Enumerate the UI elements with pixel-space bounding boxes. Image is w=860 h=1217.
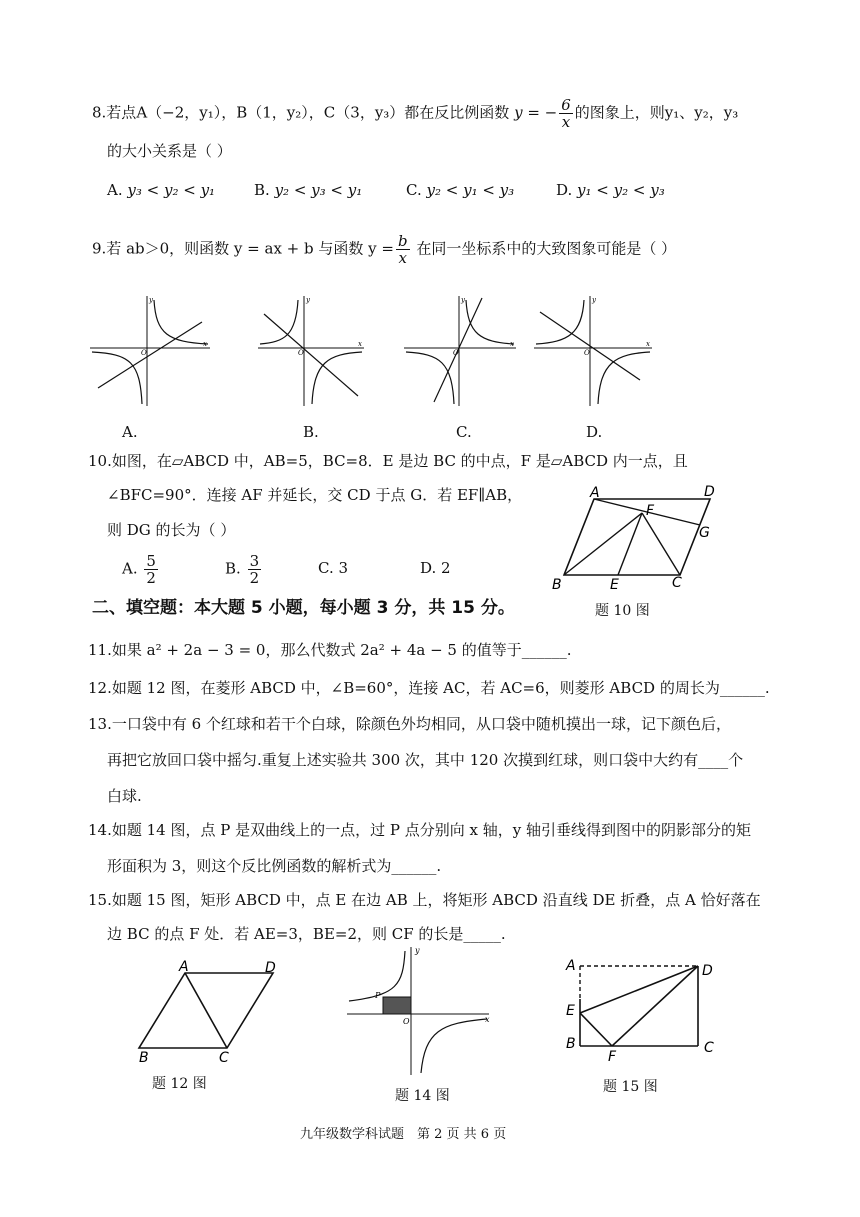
fig14-label-y: y bbox=[415, 946, 420, 955]
fig15-label-b: B bbox=[566, 1036, 576, 1052]
fig12-label-c: C bbox=[219, 1050, 229, 1066]
q9c-origin: O bbox=[453, 349, 459, 357]
q9-line bbox=[92, 233, 676, 266]
fig15-caption: 题 15 图 bbox=[603, 1079, 658, 1095]
fig14-label-x: x bbox=[485, 1015, 490, 1024]
fig10-label-e: E bbox=[610, 577, 619, 593]
fig12-caption: 题 12 图 bbox=[152, 1076, 207, 1092]
q9-label-a: A. bbox=[122, 423, 138, 441]
fig14-label-o: O bbox=[403, 1017, 410, 1026]
q9b-y-label: y bbox=[306, 296, 310, 304]
q11: 11.如果 a² + 2a − 3 = 0，那么代数式 2a² + 4a − 5 的值等于______. bbox=[88, 641, 572, 659]
q8-option-c: C. y₂ < y₁ < y₃ bbox=[406, 181, 515, 199]
q13-line3: 白球. bbox=[107, 787, 142, 805]
q8-option-d: D. y₁ < y₂ < y₃ bbox=[556, 181, 665, 199]
q10-line3: 则 DG 的长为（ ） bbox=[107, 521, 236, 539]
fig15-rectangle bbox=[562, 955, 722, 1065]
fig15-label-c: C bbox=[704, 1040, 714, 1056]
q8-option-a: A. y₃ < y₂ < y₁ bbox=[107, 181, 216, 199]
fig12-label-b: B bbox=[139, 1050, 149, 1066]
q9-prefix: 9.若 ab＞0，则函数 y = ax + b 与函数 y = bbox=[92, 239, 394, 258]
q14-line2: 形面积为 3，则这个反比例函数的解析式为______. bbox=[107, 857, 442, 875]
q9b-origin: O bbox=[298, 349, 304, 357]
q9-frac-num: b bbox=[397, 232, 408, 250]
q15-line1: 15.如题 15 图，矩形 ABCD 中，点 E 在边 AB 上，将矩形 ABCD 沿直线 DE 折叠，点 A 恰好落在 bbox=[88, 891, 761, 909]
page-footer: 九年级数学科试题 第 2 页 共 6 页 bbox=[300, 1127, 507, 1142]
fig12-rhombus bbox=[135, 958, 295, 1066]
q14-line1: 14.如题 14 图，点 P 是双曲线上的一点，过 P 点分别向 x 轴，y 轴引垂线得到图中的阴影部分的矩 bbox=[88, 821, 751, 839]
q8-prefix: 8.若点 bbox=[92, 103, 137, 122]
q9d-x-label: x bbox=[646, 340, 650, 348]
fig10-label-b: B bbox=[552, 577, 562, 593]
q8-fraction bbox=[559, 97, 573, 130]
fig15-label-d: D bbox=[702, 963, 713, 979]
q8-points: A（−2，y₁），B（1，y₂），C（3，y₃）都在反比例函数 bbox=[136, 103, 510, 122]
q9-label-c: C. bbox=[456, 423, 472, 441]
q9c-y-label: y bbox=[461, 296, 465, 304]
section2-title: 二、填空题：本大题 5 小题，每小题 3 分，共 15 分。 bbox=[92, 598, 515, 618]
fig14-caption: 题 14 图 bbox=[395, 1088, 450, 1104]
fig10-caption: 题 10 图 bbox=[595, 603, 650, 619]
q9d-y-label: y bbox=[592, 296, 596, 304]
fig10-parallelogram bbox=[548, 483, 728, 598]
q9a-x-label: x bbox=[203, 340, 207, 348]
fig10-label-g: G bbox=[699, 525, 710, 541]
q9-graph-a bbox=[90, 292, 215, 410]
q9-label-b: B. bbox=[303, 423, 319, 441]
q9-graph-c bbox=[404, 292, 522, 410]
q8-option-b: B. y₂ < y₃ < y₁ bbox=[254, 181, 363, 199]
fig15-label-f: F bbox=[608, 1049, 617, 1065]
q10-option-c: C. 3 bbox=[318, 559, 349, 577]
fig10-label-f: F bbox=[646, 503, 655, 519]
q8-func-y: y = − bbox=[514, 103, 558, 122]
q9a-origin: O bbox=[141, 349, 147, 357]
fig12-label-d: D bbox=[265, 960, 276, 976]
q9b-x-label: x bbox=[358, 340, 362, 348]
q10-line1: 10.如图，在▱ABCD 中，AB=5，BC=8．E 是边 BC 的中点，F 是▱ABCD 内一点，且 bbox=[88, 452, 688, 470]
fig10-label-c: C bbox=[672, 575, 682, 591]
q13-line2: 再把它放回口袋中摇匀.重复上述实验共 300 次，其中 120 次摸到红球，则口袋中大约有____个 bbox=[107, 751, 744, 769]
q9-graph-d bbox=[534, 292, 658, 410]
fig14-label-p: P bbox=[375, 991, 381, 1000]
fig10-label-a: A bbox=[590, 485, 600, 501]
fig10-label-d: D bbox=[704, 484, 715, 500]
fig12-label-a: A bbox=[179, 959, 189, 975]
q9-label-d: D. bbox=[586, 423, 603, 441]
q9-fraction bbox=[396, 233, 410, 266]
fig15-label-a: A bbox=[566, 958, 576, 974]
q12: 12.如题 12 图，在菱形 ABCD 中，∠B=60°，连接 AC，若 AC=6，则菱形 ABCD 的周长为______. bbox=[88, 679, 770, 697]
q9a-y-label: y bbox=[149, 296, 153, 304]
q10-line2: ∠BFC=90°．连接 AF 并延长，交 CD 于点 G．若 EF∥AB， bbox=[107, 486, 523, 504]
q8-line2: 的大小关系是（ ） bbox=[107, 142, 232, 160]
q8-line1 bbox=[92, 97, 738, 130]
q10-option-d: D. 2 bbox=[420, 559, 451, 577]
q8-frac-num: 6 bbox=[561, 96, 571, 114]
q13-line1: 13.一口袋中有 6 个红球和若干个白球，除颜色外均相同，从口袋中随机摸出一球，记下颜色后， bbox=[88, 715, 731, 733]
fig15-label-e: E bbox=[566, 1003, 575, 1019]
q9d-origin: O bbox=[584, 349, 590, 357]
q8-suffix: 的图象上，则y₁、y₂，y₃ bbox=[574, 103, 739, 122]
q9-graph-b bbox=[258, 292, 370, 410]
q15-line2: 边 BC 的点 F 处．若 AE=3，BE=2，则 CF 的长是_____. bbox=[107, 925, 506, 943]
q10-option-b: B. $\frac{3}{2}$ bbox=[225, 552, 260, 587]
q10-option-a: A. $\frac{5}{2}$ bbox=[122, 552, 156, 587]
q9c-x-label: x bbox=[510, 340, 514, 348]
q9-suffix: 在同一坐标系中的大致图象可能是（ ） bbox=[416, 239, 677, 258]
q8-frac-den: x bbox=[561, 113, 571, 131]
fig14-hyperbola bbox=[345, 945, 495, 1080]
q9-frac-den: x bbox=[398, 249, 408, 267]
